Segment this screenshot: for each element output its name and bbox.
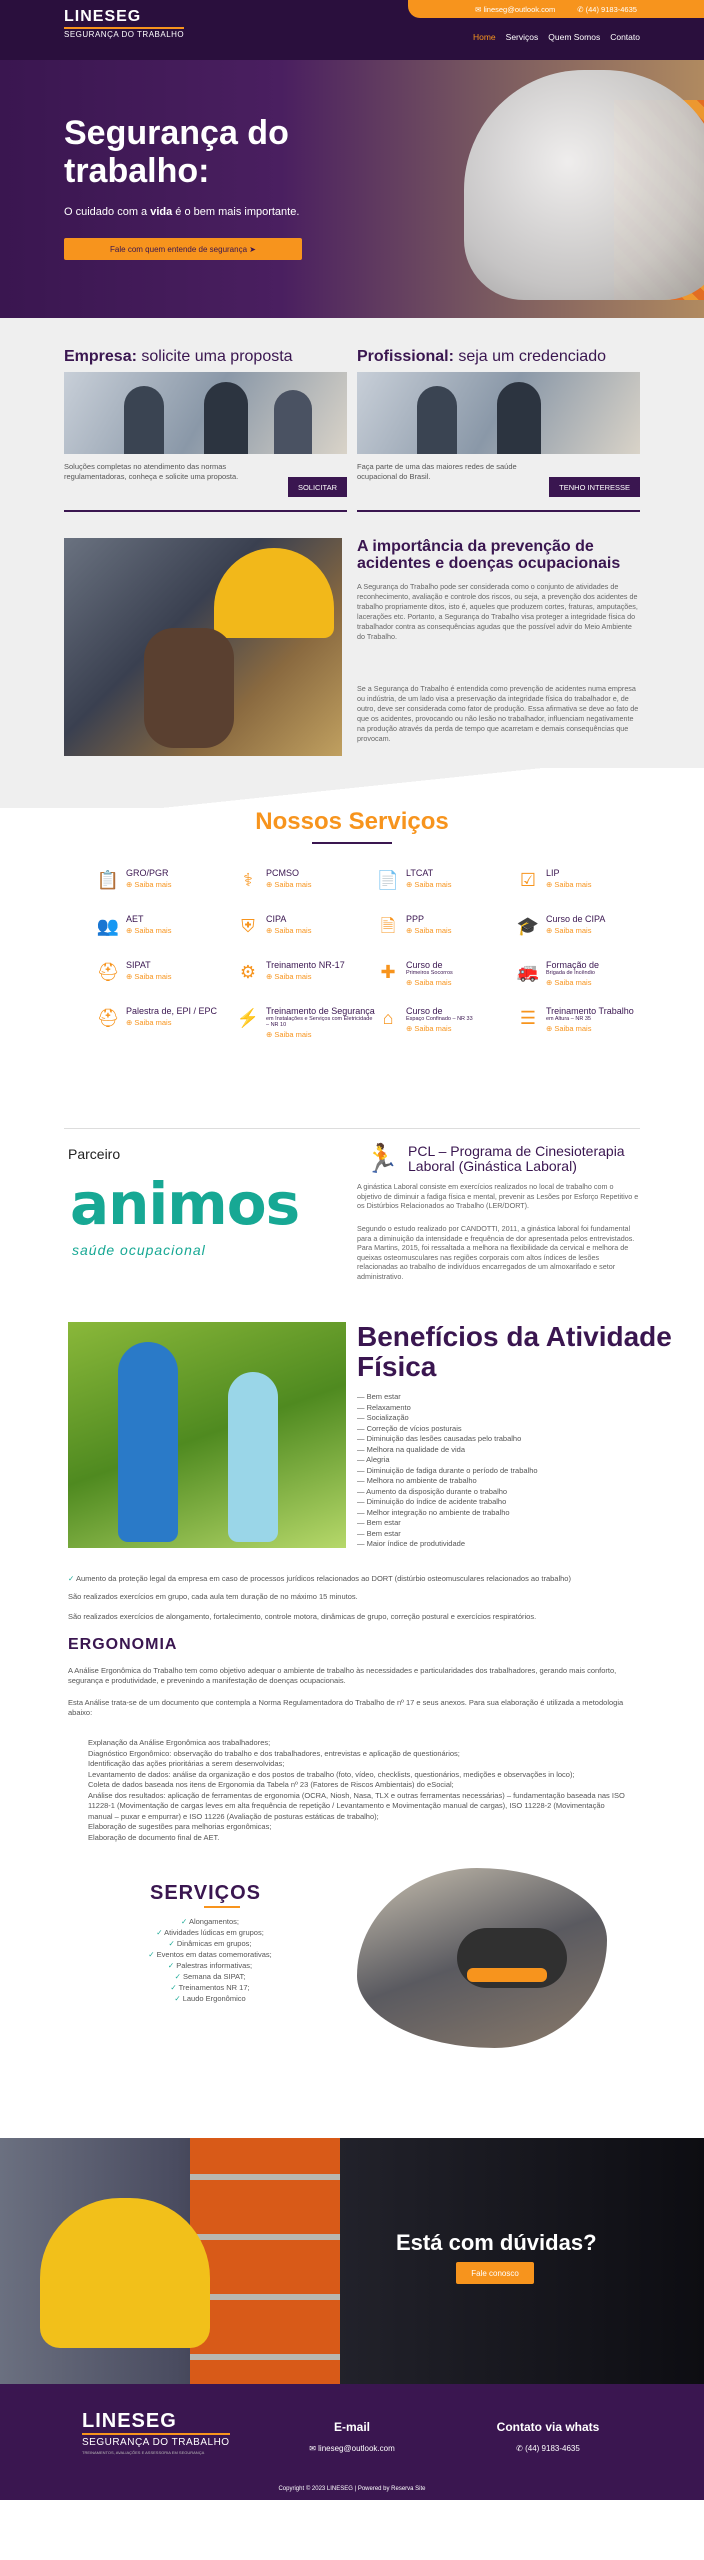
services-list-title: SERVIÇOS [150, 1882, 261, 1904]
saiba-mais-link[interactable]: ⊕ Saiba mais [546, 926, 592, 935]
service-item[interactable] [376, 914, 516, 950]
company-title: Empresa: solicite uma proposta [64, 348, 293, 365]
pcl-title: PCL – Programa de Cinesioterapia Laboral (Ginástica Laboral) [408, 1143, 625, 1174]
title-underline [312, 842, 392, 844]
importance-paragraph-2: Se a Segurança do Trabalho é entendida como prevenção de acidentes numa empresa ou indústria, de um lado visa a preservação da integridade física do trabalhador e, de outro, deve ser considerada como fator de produção. Essa afirmativa se deve ao fato de que os acidentes, provocando ou não lesão no trabalhador, influenciam negativamente na produção através da perda de tempo que acarretam e demais consequências que provocam. [357, 684, 639, 743]
handshake-image [357, 372, 640, 454]
nav-contact[interactable]: Contato [610, 32, 640, 42]
benefit-item: — Melhora na qualidade de vida [357, 1445, 538, 1456]
exercise-person-icon: 🏃 [364, 1143, 399, 1174]
partner-label: Parceiro [68, 1146, 121, 1162]
services-section [0, 808, 704, 1128]
runners-image [68, 1322, 346, 1548]
company-text: Soluções completas no atendimento das normas regulamentadoras, conheça e solicite uma proposta. [64, 462, 239, 481]
service-name: CIPA [266, 914, 287, 924]
ergonomics-section [0, 1622, 704, 1862]
service-item[interactable] [516, 868, 656, 904]
business-people-image [64, 372, 347, 454]
service-name: LTCAT [406, 868, 434, 878]
service-list-item: ✓ Alongamentos; [130, 1916, 290, 1927]
questions-title: Está com dúvidas? [396, 2230, 597, 2255]
plus-circle-icon: ⊕ [546, 880, 555, 889]
service-name: SIPAT [126, 960, 151, 970]
service-item[interactable] [516, 1006, 656, 1042]
footer-phone[interactable]: ✆ (44) 9183-4635 [516, 2444, 580, 2453]
service-item[interactable] [236, 960, 376, 996]
service-name: PPP [406, 914, 425, 924]
ergonomics-step: Explanação da Análise Ergonômica aos trabalhadores; [88, 1738, 271, 1747]
benefit-item: — Diminuição das lesões causadas pelo trabalho [357, 1434, 538, 1445]
safety-icon: ⛑ [96, 962, 120, 982]
service-list-item: ✓ Atividades lúdicas em grupos; [130, 1927, 290, 1938]
footer [0, 2384, 704, 2500]
divider [64, 1128, 640, 1129]
lightning-icon: ⚡ [236, 1008, 260, 1028]
saiba-mais-link[interactable]: ⊕ Saiba mais [406, 978, 452, 987]
ergonomics-step: Identificação das ações prioritárias a serem desenvolvidas; [88, 1759, 285, 1768]
helmet-image [40, 2198, 210, 2348]
benefit-item: — Melhora no ambiente de trabalho [357, 1476, 538, 1487]
nav-services[interactable]: Serviços [505, 32, 539, 42]
hero-subtitle: O cuidado com a vida é o bem mais importante. [64, 206, 300, 218]
divider [64, 510, 347, 512]
service-name: GRO/PGR [126, 868, 169, 878]
saiba-mais-link[interactable]: ⊕ Saiba mais [406, 880, 452, 889]
service-item[interactable] [516, 914, 656, 950]
footer-email-title: E-mail [333, 2420, 370, 2434]
benefit-item: — Maior índice de produtividade [357, 1539, 538, 1550]
saiba-mais-link[interactable]: ⊕ Saiba mais [406, 926, 452, 935]
header-logo[interactable] [64, 8, 184, 39]
services-list-section [0, 1862, 704, 2138]
doctor-icon: ⚕ [243, 870, 253, 890]
hero-cta-button[interactable]: Fale com quem entende de segurança ➤ [64, 238, 302, 260]
ladder-icon: ☰ [519, 1008, 537, 1028]
plus-circle-icon: ⊕ [126, 926, 135, 935]
service-name: Curso de [406, 960, 443, 970]
safety-equipment-image [64, 538, 342, 756]
services-grid [96, 868, 656, 1042]
helmet-icon: ⛑ [96, 1008, 120, 1028]
footer-logo[interactable]: LINESEG SEGURANÇA DO TRABALHO TREINAMENTOS, AVALIAÇÕES E ASSESSORIA EM SEGURANÇA [82, 2410, 230, 2455]
service-list-item: ✓ Eventos em datas comemorativas; [130, 1949, 290, 1960]
footer-email[interactable]: ✉ lineseg@outlook.com [309, 2444, 395, 2453]
saiba-mais-link[interactable]: ⊕ Saiba mais [126, 1018, 172, 1027]
service-list-item: ✓ Semana da SIPAT; [130, 1971, 290, 1982]
section-divider [0, 768, 704, 808]
benefit-item: — Socialização [357, 1413, 538, 1424]
benefit-item: — Bem estar [357, 1529, 538, 1540]
pcl-paragraph-2: Segundo o estudo realizado por CANDOTTI, 2011, a ginástica laboral foi fundamental para a diminuição da intensidade e frequência de dor apresentada pelos entrevistados. Para Martins, 2015, foi ressaltada a melhora na flexibilidade da cervical e melhora de queixas osteomusculares nas regiões corporais com altos índices de lesões relacionadas ao trabalho de indivíduos encarregados de um almoxarifado e setor administrativo. [357, 1224, 635, 1281]
ergonomics-step: Coleta de dados baseada nos itens de Ergonomia da Tabela nº 23 (Fatores de Riscos Ambientais) do eSocial; [88, 1780, 454, 1789]
main-nav [473, 32, 640, 42]
service-subtitle: Espaço Confinado – NR 33 [406, 1016, 473, 1022]
safety-vest-image [190, 2138, 340, 2384]
helmet-image [464, 70, 704, 300]
service-item[interactable] [516, 960, 656, 996]
saiba-mais-link[interactable]: ⊕ Saiba mais [266, 1030, 312, 1039]
service-subtitle: Primeiros Socorros [406, 970, 453, 976]
ergonomics-title: ERGONOMIA [68, 1636, 178, 1653]
shield-people-icon: ⛨ [241, 916, 255, 936]
company-card [64, 348, 347, 492]
footer-whats-col [478, 2420, 618, 2453]
top-bar [0, 0, 704, 60]
saiba-mais-link[interactable]: ⊕ Saiba mais [266, 926, 312, 935]
benefits-note-1: São realizados exercícios em grupo, cada aula tem duração de no máximo 15 minutos. [68, 1592, 358, 1601]
first-aid-icon: ✚ [380, 962, 396, 982]
footer-email-col [282, 2420, 422, 2453]
service-name: Formação de [546, 960, 600, 970]
saiba-mais-link[interactable]: ⊕ Saiba mais [266, 880, 312, 889]
service-name: Treinamento Trabalho [546, 1006, 634, 1016]
training-icon: ⚙ [239, 962, 257, 982]
ergonomics-step: Levantamento de dados: análise da organização e dos postos de trabalho (foto, vídeo, checklists, questionários, medições e observações in loco); [88, 1769, 575, 1779]
divider [357, 510, 640, 512]
people-icon: 👥 [96, 916, 120, 936]
service-item[interactable] [376, 960, 516, 996]
request-button[interactable]: SOLICITAR [288, 477, 347, 497]
plus-circle-icon: ⊕ [266, 926, 275, 935]
partner-logo-subtitle: saúde ocupacional [72, 1242, 206, 1258]
interest-button[interactable]: TENHO INTERESSE [549, 477, 640, 497]
benefits-title: Benefícios da Atividade Física [357, 1321, 672, 1382]
file-icon: 🗎 [380, 916, 396, 936]
benefit-item: — Aumento da disposição durante o trabalho [357, 1487, 538, 1498]
plus-circle-icon: ⊕ [266, 1030, 275, 1039]
service-name: LIP [546, 868, 560, 878]
services-title: Nossos Serviços [255, 808, 449, 835]
service-list-item: ✓ Laudo Ergonômico [130, 1993, 290, 2004]
service-name: Palestra de, EPI / EPC [126, 1006, 218, 1016]
logo-title: LINESEG [64, 8, 142, 25]
footer-whats-title: Contato via whats [496, 2420, 600, 2434]
runner-shoe-image [357, 1868, 607, 2048]
saiba-mais-link[interactable]: ⊕ Saiba mais [126, 926, 172, 935]
service-item[interactable] [236, 1006, 376, 1042]
plus-circle-icon: ⊕ [266, 880, 275, 889]
service-name: Treinamento NR-17 [266, 960, 345, 970]
service-subtitle: em Instalações e Serviços com Eletricidade – NR 10 [266, 1016, 373, 1028]
nav-home[interactable]: Home [472, 32, 496, 42]
importance-title: A importância da prevenção de acidentes e doenças ocupacionais [357, 538, 621, 572]
document-icon: 📄 [376, 870, 400, 890]
benefit-item: — Correção de vícios posturais [357, 1424, 538, 1435]
professional-card [357, 348, 640, 492]
hero-banner [0, 60, 704, 318]
plus-circle-icon: ⊕ [406, 880, 415, 889]
benefits-section [0, 1322, 704, 1622]
clipboard-icon: 📋 [96, 870, 120, 890]
title-underline [204, 1906, 240, 1908]
service-list-item: ✓ Dinâmicas em grupos; [130, 1938, 290, 1949]
service-item[interactable] [376, 1006, 516, 1042]
ergonomics-step: Elaboração de sugestões para melhorias ergonômicas; [88, 1822, 272, 1831]
checklist-icon: ☑ [519, 870, 537, 890]
importance-section [0, 538, 704, 768]
service-item[interactable] [236, 868, 376, 904]
service-name: AET [126, 914, 144, 924]
service-name: PCMSO [266, 868, 300, 878]
questions-banner [0, 2138, 704, 2384]
graduation-cap-icon: 🎓 [516, 916, 540, 936]
service-name: Treinamento de Segurança [266, 1006, 375, 1016]
service-name: Curso de [406, 1006, 443, 1016]
ergonomics-steps [88, 1738, 628, 1843]
professional-title: Profissional: seja um credenciado [357, 348, 606, 365]
ergonomics-step: Análise dos resultados: aplicação de ferramentas de ergonomia (OCRA, Niosh, Nasa, TLX e outras ferramentas necessárias) – fundamentação baseada nas ISO 11228-1 (Movimentação de cargas leves em alta frequência de repetição / Levantamento e Movimentação manual de cargas), ISO 11228-2 (Movimentação manual – puxar e empurrar) e ISO 11226 (Avaliação de posturas estáticas de trabalho); [88, 1790, 625, 1821]
ergonomics-step: Elaboração de documento final de AET. [88, 1832, 220, 1842]
plus-circle-icon: ⊕ [546, 978, 555, 987]
benefits-list [357, 1392, 538, 1550]
logo-subtitle: SEGURANÇA DO TRABALHO [64, 27, 184, 39]
partner-section [0, 1128, 704, 1322]
plus-circle-icon: ⊕ [266, 972, 275, 981]
saiba-mais-link[interactable]: ⊕ Saiba mais [126, 880, 172, 889]
benefit-item: — Alegria [357, 1455, 538, 1466]
pcl-paragraph-1: A ginástica Laboral consiste em exercícios realizados no local de trabalho com o objetivo de diminuir a fadiga física e mental, prevenir as Lesões por Esforço Repetitivo e os Distúrbios Relacionados ao Trabalho (LER/DORT). [357, 1182, 639, 1210]
service-item[interactable] [96, 868, 236, 904]
copyright: Copyright © 2023 LINESEG | Powered by Reserva Site [278, 2486, 426, 2492]
service-name: Curso de CIPA [546, 914, 606, 924]
benefit-item: — Diminuição de fadiga durante o período de trabalho [357, 1466, 538, 1477]
plus-circle-icon: ⊕ [406, 978, 415, 987]
saiba-mais-link[interactable]: ⊕ Saiba mais [266, 972, 312, 981]
saiba-mais-link[interactable]: ⊕ Saiba mais [546, 1024, 592, 1033]
plus-circle-icon: ⊕ [546, 926, 555, 935]
plus-circle-icon: ⊕ [406, 1024, 415, 1033]
ergonomics-paragraph-2: Esta Análise trata-se de um documento que contempla a Norma Regulamentadora do Trabalho de nº 17 e seus anexos. Para sua elaboração é utilizada a metodologia abaixo: [68, 1698, 624, 1717]
nav-about[interactable]: Quem Somos [548, 32, 601, 42]
service-subtitle: em Altura – NR 35 [546, 1016, 591, 1022]
plus-circle-icon: ⊕ [126, 1018, 135, 1027]
fire-truck-icon: 🚒 [516, 962, 540, 982]
services-list [130, 1916, 290, 2004]
contact-strip [408, 0, 704, 18]
ergonomics-paragraph-1: A Análise Ergonômica do Trabalho tem como objetivo adequar o ambiente de trabalho às necessidades e particularidades dos trabalhadores, gerando mais conforto, segurança e produtividade, e prevenindo a manifestação de doenças ocupacionais. [68, 1666, 617, 1685]
service-list-item: ✓ Treinamentos NR 17; [130, 1982, 290, 1993]
plus-circle-icon: ⊕ [126, 972, 135, 981]
service-list-item: ✓ Palestras informativas; [130, 1960, 290, 1971]
service-subtitle: Brigada de Incêndio [546, 970, 595, 976]
proposals-section [0, 318, 704, 538]
contact-us-button[interactable]: Fale conosco [456, 2262, 534, 2284]
service-item[interactable] [236, 914, 376, 950]
service-item[interactable] [96, 960, 236, 996]
saiba-mais-link[interactable]: ⊕ Saiba mais [126, 972, 172, 981]
plus-circle-icon: ⊕ [546, 1024, 555, 1033]
benefit-item: — Relaxamento [357, 1403, 538, 1414]
hero-title: Segurança do trabalho: [64, 114, 289, 190]
service-item[interactable] [96, 1006, 236, 1042]
importance-paragraph-1: A Segurança do Trabalho pode ser considerada como o conjunto de atividades de reconhecimento, avaliação e controle dos riscos, ou seja, a prevenção dos acidentes de trabalho propriamente ditos, isto é, aqueles que produzem cortes, fraturas, amputações, lacerações etc. Portanto, a Segurança do Trabalho visa proteger a integridade física do trabalhador contra as consequências agudas que the possível advir do Meio Ambiente do Trabalho. [357, 582, 638, 641]
saiba-mais-link[interactable]: ⊕ Saiba mais [546, 978, 592, 987]
benefit-check-item: ✓ Aumento da proteção legal da empresa em caso de processos jurídicos relacionados ao DORT (distúrbio osteomusculares relacionados ao trabalho) [68, 1574, 571, 1583]
saiba-mais-link[interactable]: ⊕ Saiba mais [546, 880, 592, 889]
benefit-item: — Diminuição do índice de acidente trabalho [357, 1497, 538, 1508]
plus-circle-icon: ⊕ [406, 926, 415, 935]
ergonomics-step: Diagnóstico Ergonômico: observação do trabalho e dos trabalhadores, entrevistas e aplicação de questionários; [88, 1748, 460, 1758]
header-phone[interactable]: ✆ (44) 9183-4635 [577, 4, 637, 14]
header-email[interactable]: ✉ lineseg@outlook.com [475, 4, 556, 14]
confined-space-icon: ⌂ [382, 1008, 394, 1028]
saiba-mais-link[interactable]: ⊕ Saiba mais [406, 1024, 452, 1033]
plus-circle-icon: ⊕ [126, 880, 135, 889]
service-item[interactable] [96, 914, 236, 950]
service-item[interactable] [376, 868, 516, 904]
benefit-item: — Bem estar [357, 1392, 538, 1403]
partner-logo[interactable]: animos [70, 1170, 300, 1238]
benefits-note-2: São realizados exercícios de alongamento, fortalecimento, controle motora, dinâmicas de grupo, correção postural e exercícios respiratórios. [68, 1612, 537, 1621]
professional-text: Faça parte de uma das maiores redes de saúde ocupacional do Brasil. [357, 462, 517, 481]
benefit-item: — Melhor integração no ambiente de trabalho [357, 1508, 538, 1519]
benefit-item: — Bem estar [357, 1518, 538, 1529]
